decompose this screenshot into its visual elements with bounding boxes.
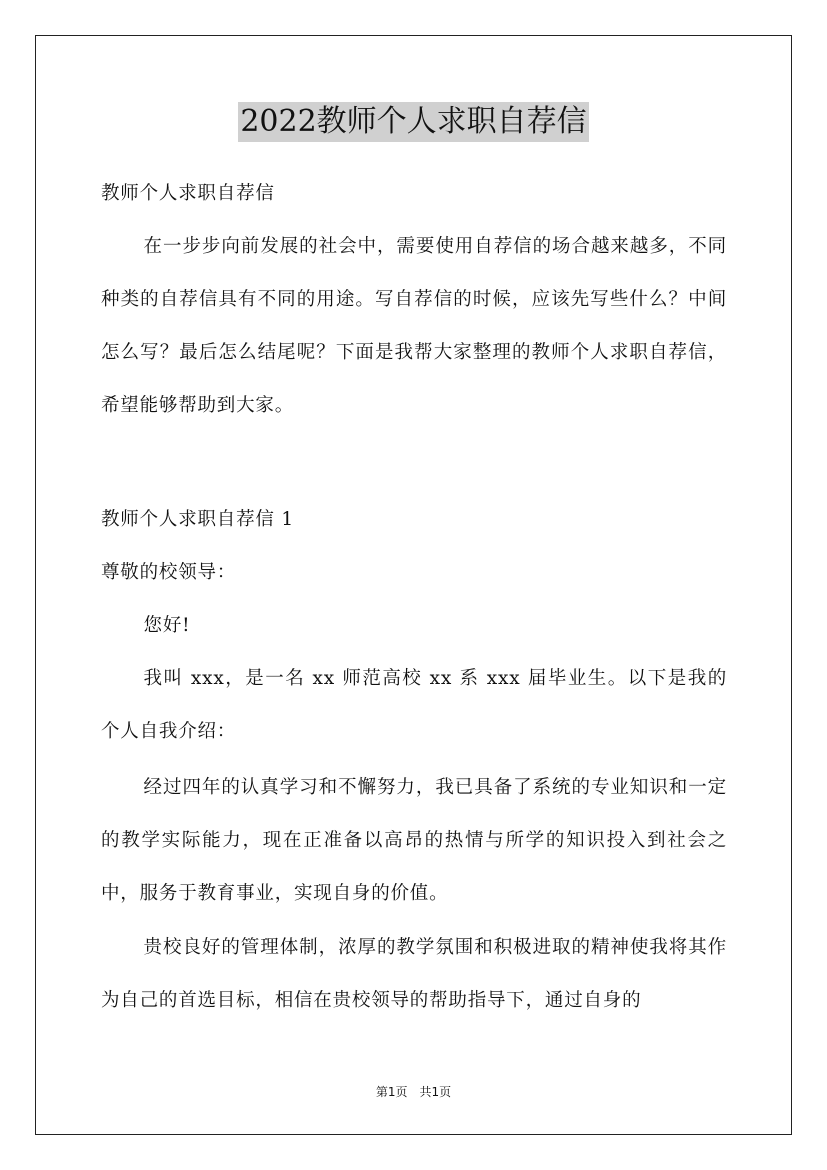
- subtitle-paragraph: 教师个人求职自荐信: [101, 183, 275, 204]
- title-container: [0, 102, 827, 142]
- page-footer: 第1页 共1页: [375, 1085, 452, 1099]
- school-paragraph: 贵校良好的管理体制，浓厚的教学氛围和积极进取的精神使我将其作为自己的首选目标，相信在贵校领导的帮助指导下，通过自身的: [101, 937, 727, 1011]
- self-intro-paragraph: 我叫 xxx，是一名 xx 师范高校 xx 系 xxx 届毕业生。以下是我的个人自我介绍：: [101, 668, 727, 742]
- section-heading: 教师个人求职自荐信 1: [101, 509, 294, 530]
- greeting: 您好!: [143, 615, 191, 636]
- document-title: 2022教师个人求职自荐信: [238, 102, 588, 142]
- education-paragraph: 经过四年的认真学习和不懈努力，我已具备了系统的专业知识和一定的教学实际能力，现在正准备以高昂的热情与所学的知识投入到社会之中，服务于教育事业，实现自身的价值。: [101, 777, 727, 904]
- intro-paragraph: 在一步步向前发展的社会中，需要使用自荐信的场合越来越多，不同种类的自荐信具有不同的用途。写自荐信的时候，应该先写些什么？中间怎么写？最后怎么结尾呢？下面是我帮大家整理的教师个人求职自荐信，希望能够帮助到大家。: [101, 236, 727, 416]
- salutation: 尊敬的校领导：: [101, 562, 237, 583]
